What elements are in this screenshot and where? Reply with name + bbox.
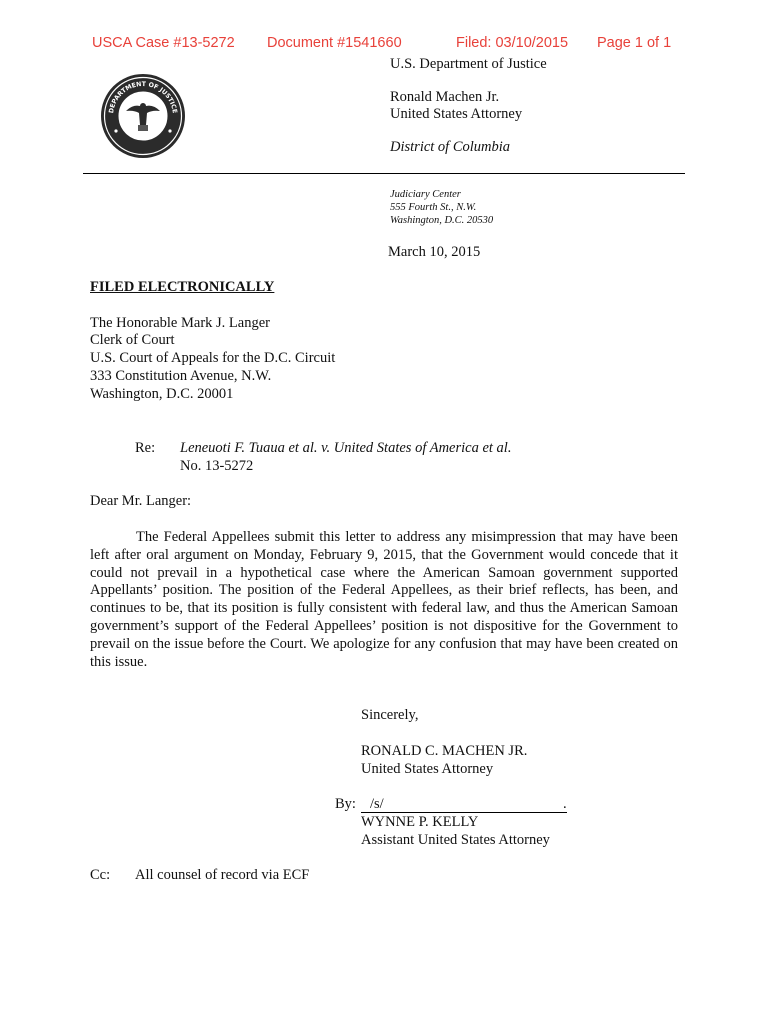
cc-text: All counsel of record via ECF (135, 867, 310, 883)
closing-sincerely: Sincerely, (361, 707, 419, 723)
filed-date-stamp: Filed: 03/10/2015 (456, 35, 569, 51)
signer-name: WYNNE P. KELLY (361, 814, 479, 830)
closing-name: RONALD C. MACHEN JR. (361, 743, 528, 759)
attorney-title: United States Attorney (390, 106, 523, 122)
signature: /s/ (370, 796, 384, 812)
signature-line (361, 812, 567, 813)
recipient-line-2: Clerk of Court (90, 332, 175, 348)
letter-date: March 10, 2015 (388, 244, 481, 260)
letterhead-divider (83, 173, 685, 174)
attorney-name: Ronald Machen Jr. (390, 89, 500, 105)
re-label: Re: (135, 440, 156, 456)
district-name: District of Columbia (390, 139, 511, 155)
seal-text: DEPARTMENT OF JUSTICE (108, 80, 178, 114)
department-name: U.S. Department of Justice (390, 56, 547, 72)
filed-electronically-label: FILED ELECTRONICALLY (90, 279, 275, 295)
recipient-line-1: The Honorable Mark J. Langer (90, 315, 270, 331)
by-label: By: (335, 796, 356, 812)
body-paragraph (90, 529, 678, 671)
address-line-1: Judiciary Center (390, 189, 461, 200)
case-number-stamp: USCA Case #13-5272 (92, 35, 235, 51)
document-number-stamp: Document #1541660 (267, 35, 402, 51)
salutation: Dear Mr. Langer: (90, 493, 192, 509)
recipient-line-4: 333 Constitution Avenue, N.W. (90, 368, 272, 384)
signature-period: . (563, 796, 567, 812)
address-line-2: 555 Fourth St., N.W. (390, 202, 477, 213)
recipient-line-3: U.S. Court of Appeals for the D.C. Circuit (90, 350, 336, 366)
signer-title: Assistant United States Attorney (361, 832, 550, 848)
doj-seal-icon (100, 73, 186, 159)
address-line-3: Washington, D.C. 20530 (390, 215, 494, 226)
body-text: The Federal Appellees submit this letter to address any misimpression that may have been left after oral argument on Monday, February 9, 2015, that the Government would concede that it could not prevail in a hypothetical case where the American Samoan government supported Appellants’ position. The position of the Federal Appellees, as their brief reflects, has been, and continues to be, that its position is fully consistent with federal law, and thus the American Samoan government’s support of the Federal Appellees’ position is not dispositive for the Government to prevail on the issue before the Court. We apologize for any confusion that may have been created on this issue. (90, 529, 678, 670)
case-caption: Leneuoti F. Tuaua et al. v. United States of America et al. (180, 440, 512, 456)
closing-title: United States Attorney (361, 761, 494, 777)
cc-label: Cc: (90, 867, 111, 883)
case-number: No. 13-5272 (180, 458, 254, 474)
recipient-line-5: Washington, D.C. 20001 (90, 386, 234, 402)
page-count-stamp: Page 1 of 1 (597, 35, 672, 51)
